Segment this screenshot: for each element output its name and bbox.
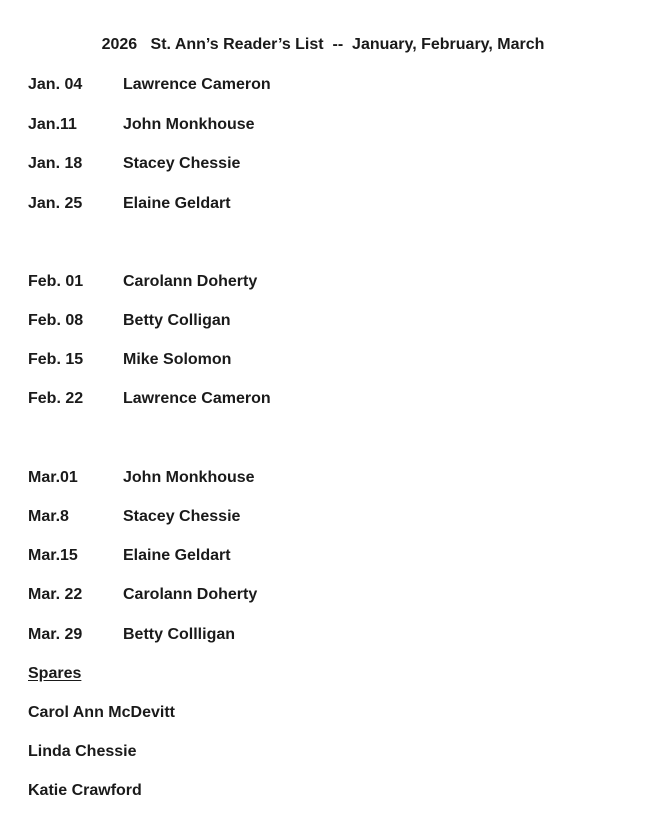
schedule-date: Jan. 18 [28,155,83,172]
spare-reader: Carol Ann McDevitt [28,704,175,721]
spare-reader: Linda Chessie [28,743,137,760]
schedule-date: Mar. 29 [28,626,83,643]
spares-heading: Spares [28,665,82,682]
schedule-date: Jan. 04 [28,76,83,93]
schedule-date: Mar. 22 [28,586,83,603]
page-title: 2026 St. Ann’s Reader’s List -- January, February, March [101,36,545,53]
schedule-date: Feb. 15 [28,351,84,368]
reader-name: John Monkhouse [123,116,255,133]
schedule-date: Feb. 08 [28,312,84,329]
reader-name: Carolann Doherty [123,273,258,290]
schedule-date: Mar.8 [28,508,69,525]
reader-name: John Monkhouse [123,469,255,486]
reader-name: Betty Collligan [123,626,236,643]
reader-name: Lawrence Cameron [123,390,271,407]
spare-reader: Katie Crawford [28,782,142,799]
reader-name: Lawrence Cameron [123,76,271,93]
reader-name: Elaine Geldart [123,195,231,212]
reader-name: Carolann Doherty [123,586,258,603]
reader-name: Mike Solomon [123,351,232,368]
reader-name: Stacey Chessie [123,508,241,525]
schedule-date: Feb. 01 [28,273,84,290]
schedule-date: Jan.11 [28,116,77,133]
schedule-date: Feb. 22 [28,390,84,407]
schedule-date: Mar.15 [28,547,78,564]
reader-name: Stacey Chessie [123,155,241,172]
schedule-date: Jan. 25 [28,195,83,212]
reader-name: Betty Colligan [123,312,231,329]
schedule-date: Mar.01 [28,469,78,486]
reader-name: Elaine Geldart [123,547,231,564]
